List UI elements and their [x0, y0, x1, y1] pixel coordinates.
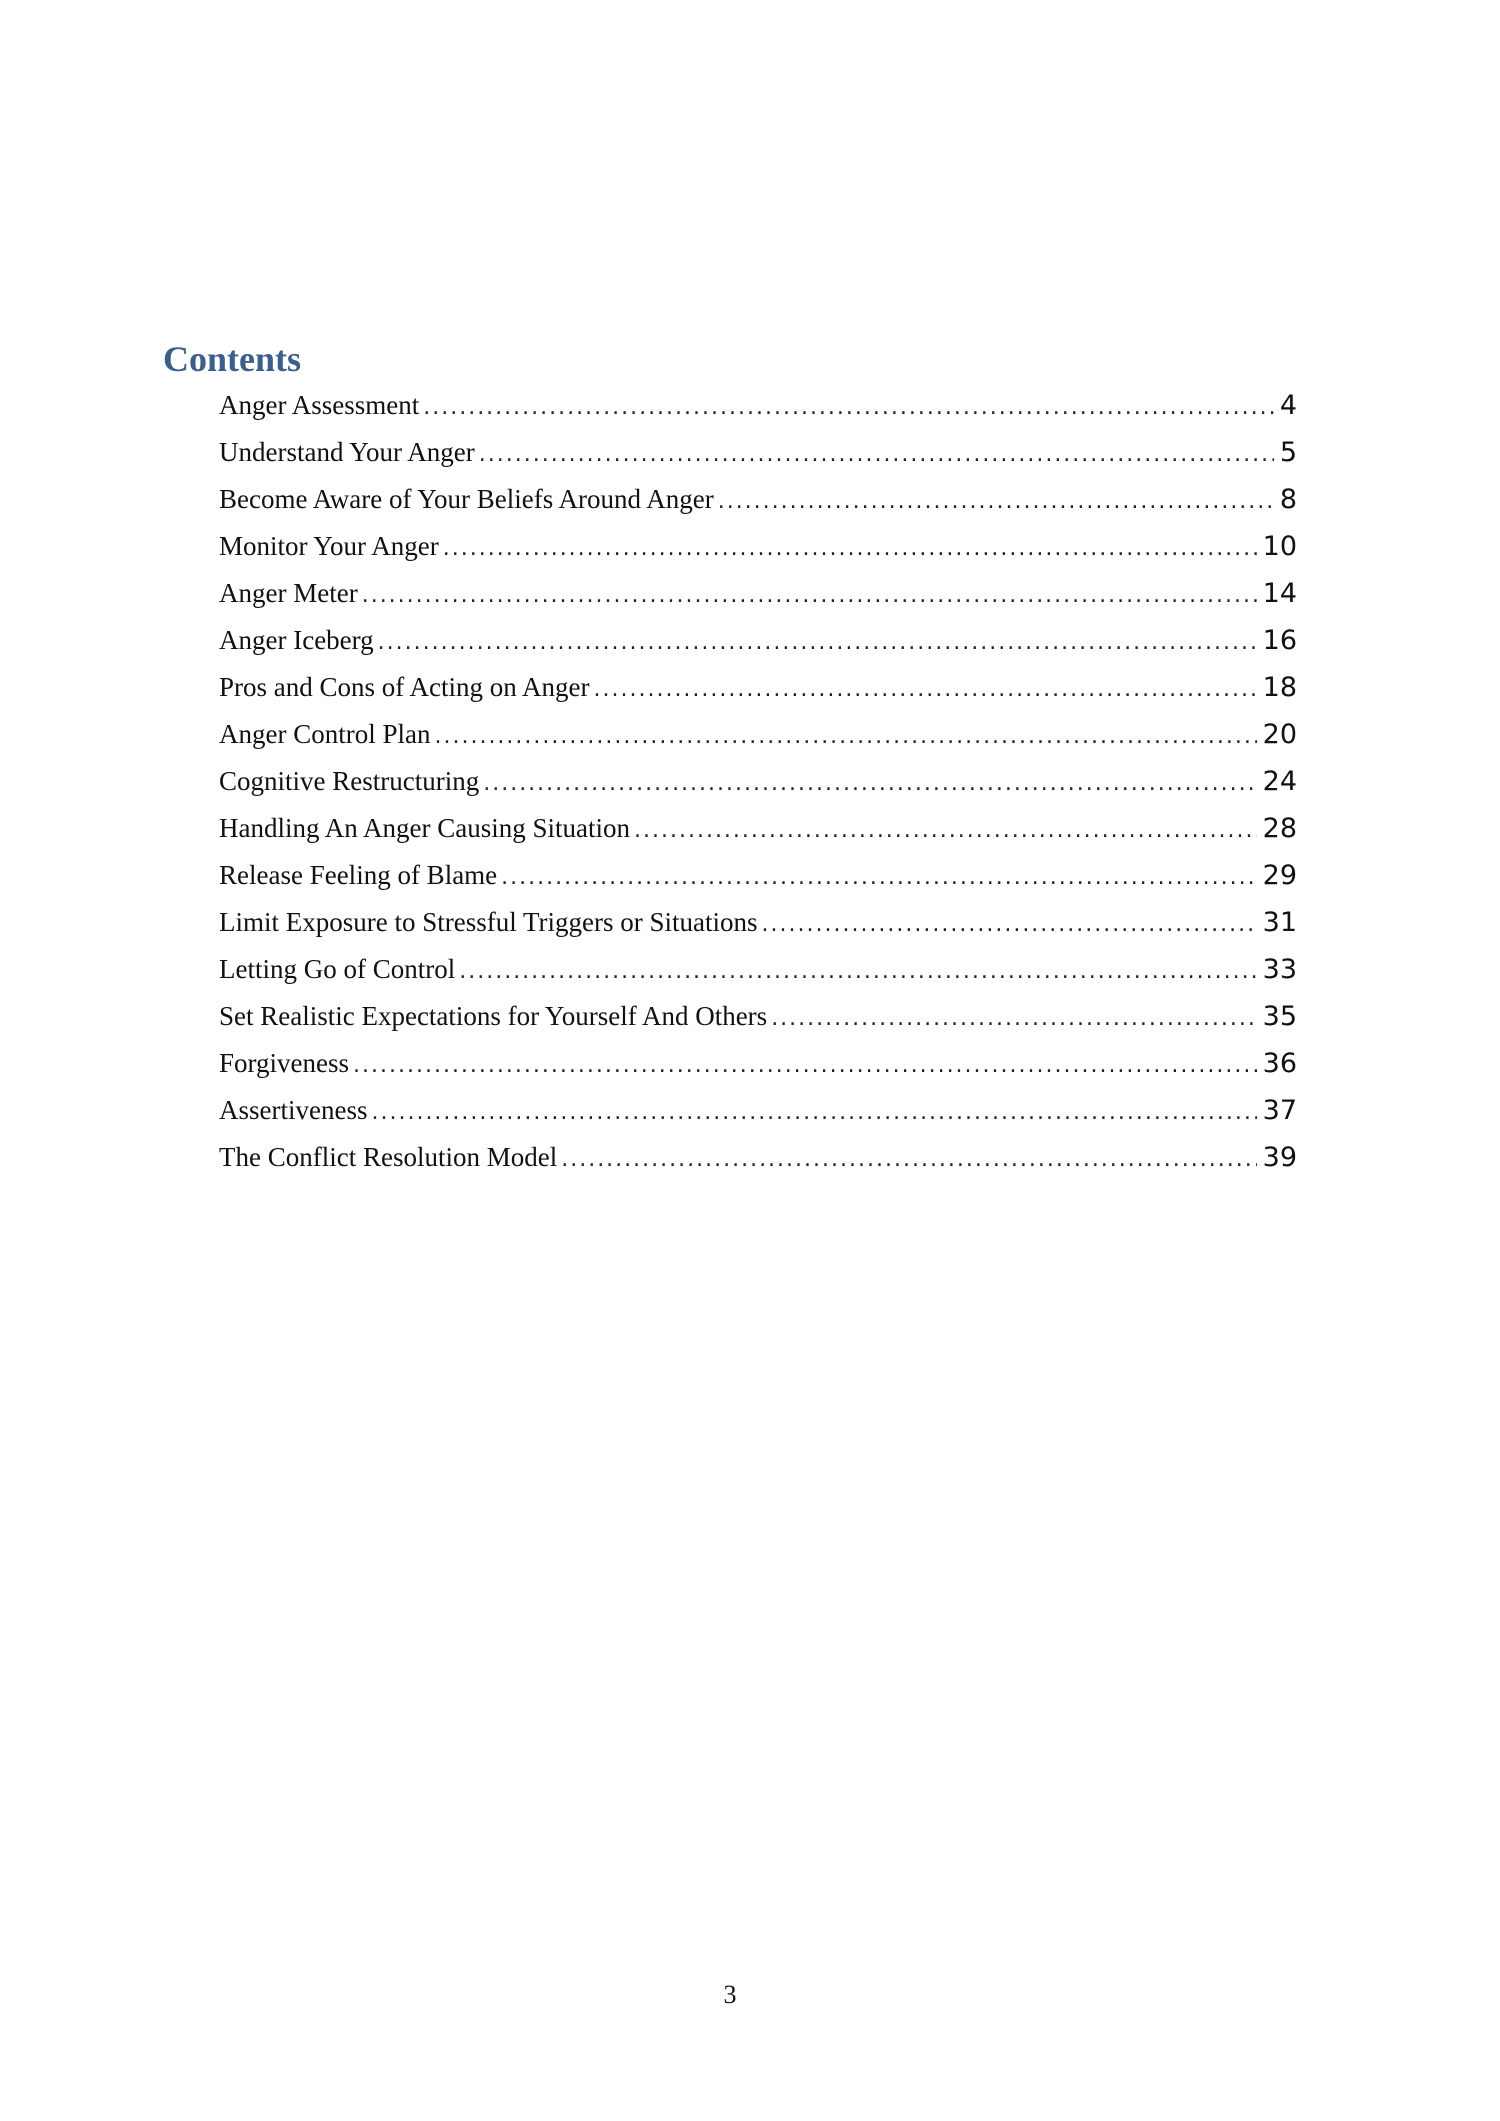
- toc-entry-page: 10: [1262, 531, 1297, 562]
- toc-leader-dots: [371, 1089, 1256, 1134]
- toc-leader-dots: [501, 854, 1256, 899]
- toc-entry[interactable]: [219, 617, 1297, 664]
- toc-entry-page: 31: [1262, 907, 1297, 938]
- toc-entry-title: Limit Exposure to Stressful Triggers or Situations: [219, 907, 758, 937]
- toc-entry-title: Forgiveness: [219, 1048, 350, 1078]
- toc-entry-title: Release Feeling of Blame: [219, 860, 498, 890]
- page-number: 3: [723, 1980, 737, 2009]
- toc-entry[interactable]: [219, 758, 1297, 805]
- toc-entry-page: 36: [1262, 1048, 1297, 1079]
- toc-leader-dots: [634, 807, 1257, 852]
- toc-leader-dots: [479, 431, 1274, 476]
- toc-entry-page: 35: [1262, 1001, 1297, 1032]
- toc-entry[interactable]: [219, 899, 1297, 946]
- toc-entry-page: 20: [1262, 719, 1297, 750]
- toc-entry-title: Pros and Cons of Acting on Anger: [219, 672, 590, 702]
- toc-entry[interactable]: [219, 1134, 1297, 1181]
- toc-leader-dots: [483, 760, 1256, 805]
- toc-entry[interactable]: [219, 1040, 1297, 1087]
- toc-leader-dots: [594, 666, 1257, 711]
- toc-entry-title: Anger Iceberg: [219, 625, 374, 655]
- toc-entry-page: 5: [1279, 437, 1297, 468]
- toc-entry-title: Understand Your Anger: [219, 437, 475, 467]
- toc-entry[interactable]: [219, 711, 1297, 758]
- toc-entry[interactable]: [219, 805, 1297, 852]
- toc-entry-title: Set Realistic Expectations for Yourself And Others: [219, 1001, 768, 1031]
- toc-entry-title: Anger Meter: [219, 578, 358, 608]
- toc-leader-dots: [718, 478, 1274, 523]
- toc-leader-dots: [459, 948, 1256, 993]
- toc-entry[interactable]: [219, 429, 1297, 476]
- toc-leader-dots: [353, 1042, 1257, 1087]
- toc-entry[interactable]: [219, 852, 1297, 899]
- toc-leader-dots: [762, 901, 1257, 946]
- toc-leader-dots: [362, 572, 1257, 617]
- toc-entry[interactable]: [219, 993, 1297, 1040]
- toc-leader-dots: [771, 995, 1256, 1040]
- toc-entry-title: Anger Control Plan: [219, 719, 431, 749]
- toc-entry-title: Anger Assessment: [219, 390, 420, 420]
- toc-entry-page: 4: [1279, 390, 1297, 421]
- toc-entry[interactable]: [219, 523, 1297, 570]
- toc-entry-title: The Conflict Resolution Model: [219, 1142, 558, 1172]
- toc-entry-title: Cognitive Restructuring: [219, 766, 480, 796]
- toc-entry-title: Monitor Your Anger: [219, 531, 439, 561]
- toc-entry-page: 39: [1262, 1142, 1297, 1173]
- toc-entry-title: Handling An Anger Causing Situation: [219, 813, 630, 843]
- toc-entry-page: 18: [1262, 672, 1297, 703]
- toc-list: [219, 382, 1297, 1181]
- toc-entry[interactable]: [219, 1087, 1297, 1134]
- toc-entry-page: 24: [1262, 766, 1297, 797]
- toc-entry-title: Letting Go of Control: [219, 954, 456, 984]
- toc-leader-dots: [443, 525, 1257, 570]
- toc-entry[interactable]: [219, 664, 1297, 711]
- toc-entry-page: 14: [1262, 578, 1297, 609]
- toc-entry-page: 33: [1262, 954, 1297, 985]
- toc-leader-dots: [434, 713, 1256, 758]
- toc-entry-page: 28: [1262, 813, 1297, 844]
- toc-entry[interactable]: [219, 946, 1297, 993]
- toc-heading: Contents: [163, 339, 302, 379]
- toc-entry-page: 29: [1262, 860, 1297, 891]
- toc-entry-title: Become Aware of Your Beliefs Around Anger: [219, 484, 714, 514]
- toc-entry[interactable]: [219, 476, 1297, 523]
- toc-entry[interactable]: [219, 382, 1297, 429]
- toc-entry[interactable]: [219, 570, 1297, 617]
- toc-leader-dots: [561, 1136, 1256, 1181]
- toc-entry-page: 37: [1262, 1095, 1297, 1126]
- toc-leader-dots: [423, 384, 1274, 429]
- toc-entry-page: 8: [1279, 484, 1297, 515]
- toc-entry-page: 16: [1262, 625, 1297, 656]
- toc-leader-dots: [378, 619, 1257, 664]
- toc-entry-title: Assertiveness: [219, 1095, 368, 1125]
